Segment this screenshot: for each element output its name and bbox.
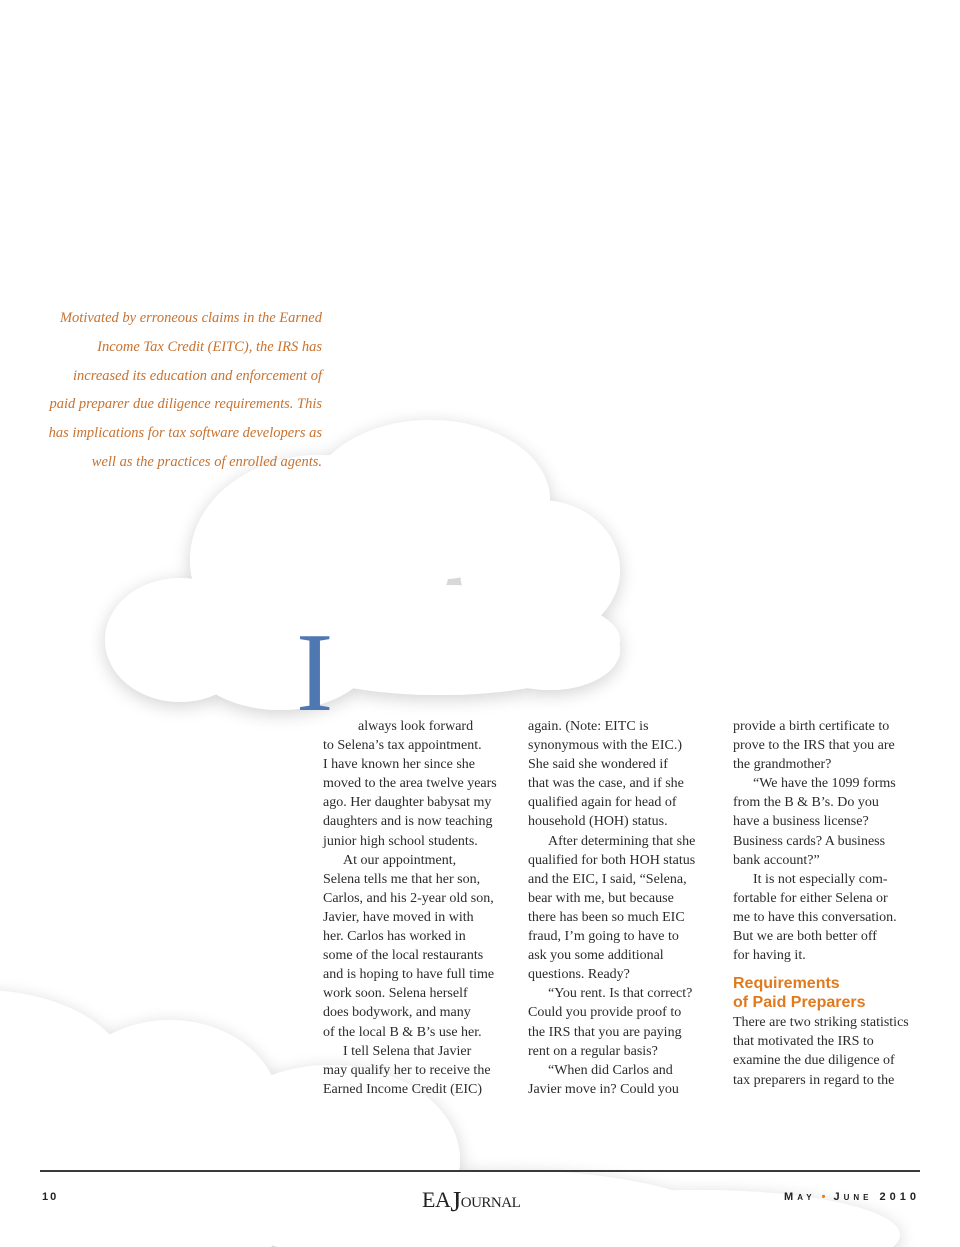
deck-line: well as the practices of enrolled agents. (91, 453, 322, 470)
body-column-2 (528, 717, 714, 1099)
text-line: moved to the area twelve years (323, 776, 497, 792)
text-line: fortable for either Selena or (733, 890, 888, 906)
text-line: there has been so much EIC (528, 909, 685, 925)
text-line: bank account?” (733, 852, 820, 868)
text-line: ago. Her daughter babysat my (323, 795, 492, 811)
logo-ea: EA (422, 1187, 451, 1212)
text-line: But we are both better off (733, 929, 877, 945)
journal-logo (422, 1183, 521, 1218)
text-line: work soon. Selena herself (323, 986, 468, 1002)
text-line: the IRS that you are paying (528, 1024, 682, 1040)
text-line: Javier, have moved in with (323, 909, 474, 925)
text-line: me to have this conversation. (733, 909, 897, 925)
text-line: have a business license? (733, 814, 869, 830)
text-line: junior high school students. (323, 833, 478, 849)
text-line: Earned Income Credit (EIC) (323, 1081, 482, 1097)
text-line: that motivated the IRS to (733, 1034, 874, 1050)
subhead-line: Requirements (733, 975, 840, 993)
footer-rule (40, 1170, 920, 1172)
text-line: always look forward (358, 719, 474, 734)
text-line: does bodywork, and many (323, 1005, 471, 1021)
text-line: fraud, I’m going to have to (528, 929, 679, 945)
text-line: examine the due diligence of (733, 1053, 895, 1069)
issue-date (784, 1191, 920, 1203)
article-deck (30, 304, 322, 477)
date-separator: • (821, 1191, 828, 1203)
text-line: prove to the IRS that you are (733, 738, 895, 754)
text-line: synonymous with the EIC.) (528, 738, 682, 754)
text-line: qualified again for head of (528, 795, 677, 811)
subhead-line: of Paid Preparers (733, 994, 866, 1012)
text-line: household (HOH) status. (528, 814, 668, 830)
deck-line: Motivated by erroneous claims in the Earned (59, 310, 322, 326)
text-line: and is hoping to have full time (323, 967, 495, 983)
text-line: It is not especially com- (753, 871, 888, 887)
deck-line: increased its education and enforcement of (73, 367, 322, 384)
text-line: qualified for both HOH status (528, 852, 696, 868)
text-line: I tell Selena that Javier (343, 1043, 472, 1059)
text-line: to Selena’s tax appointment. (323, 738, 482, 754)
text-line: “You rent. Is that correct? (548, 986, 693, 1002)
text-line: that was the case, and if she (528, 776, 684, 792)
deck-line: paid preparer due diligence requirements. This (49, 396, 322, 413)
deck-line: Income Tax Credit (EITC), the IRS has (97, 338, 322, 355)
text-line: “When did Carlos and (548, 1062, 673, 1078)
drop-cap: I (296, 611, 334, 735)
issue-month-1: May (784, 1191, 816, 1203)
text-line: provide a birth certificate to (733, 719, 890, 734)
text-line: Javier move in? Could you (528, 1081, 679, 1097)
text-line: may qualify her to receive the (323, 1062, 491, 1078)
body-column-1 (323, 717, 509, 1099)
logo-j: J (450, 1187, 461, 1218)
text-line: rent on a regular basis? (528, 1043, 658, 1059)
text-line: I have known her since she (323, 757, 476, 773)
text-line: ask you some additional (528, 948, 664, 964)
text-line: her. Carlos has worked in (323, 929, 466, 945)
text-line: bear with me, but because (528, 890, 674, 906)
text-line: “We have the 1099 forms (753, 776, 896, 792)
text-line: and the EIC, I said, “Selena, (528, 871, 687, 887)
text-line: daughters and is now teaching (323, 814, 493, 830)
text-line: Business cards? A business (733, 833, 886, 849)
text-line: Carlos, and his 2-year old son, (323, 890, 494, 906)
text-line: She said she wondered if (528, 757, 668, 773)
text-line: Selena tells me that her son, (323, 871, 481, 887)
page-number: 10 (42, 1191, 59, 1203)
text-line: from the B & B’s. Do you (733, 795, 879, 811)
text-line: There are two striking statistics (733, 1015, 909, 1031)
text-line: After determining that she (548, 833, 696, 849)
logo-rest: ournal (460, 1187, 521, 1212)
text-line: Could you provide proof to (528, 1005, 682, 1021)
text-line: of the local B & B’s use her. (323, 1024, 482, 1040)
section-subhead (733, 974, 919, 1012)
body-column-3 (733, 717, 919, 1090)
text-line: some of the local restaurants (323, 948, 484, 964)
text-line: questions. Ready? (528, 967, 630, 983)
text-line: for having it. (733, 948, 806, 964)
text-line: again. (Note: EITC is (528, 719, 649, 734)
issue-month-2-year: June 2010 (833, 1191, 920, 1203)
text-line: the grandmother? (733, 757, 832, 773)
text-line: tax preparers in regard to the (733, 1072, 895, 1088)
text-line: At our appointment, (343, 852, 457, 868)
deck-line: has implications for tax software developers as (48, 425, 322, 442)
